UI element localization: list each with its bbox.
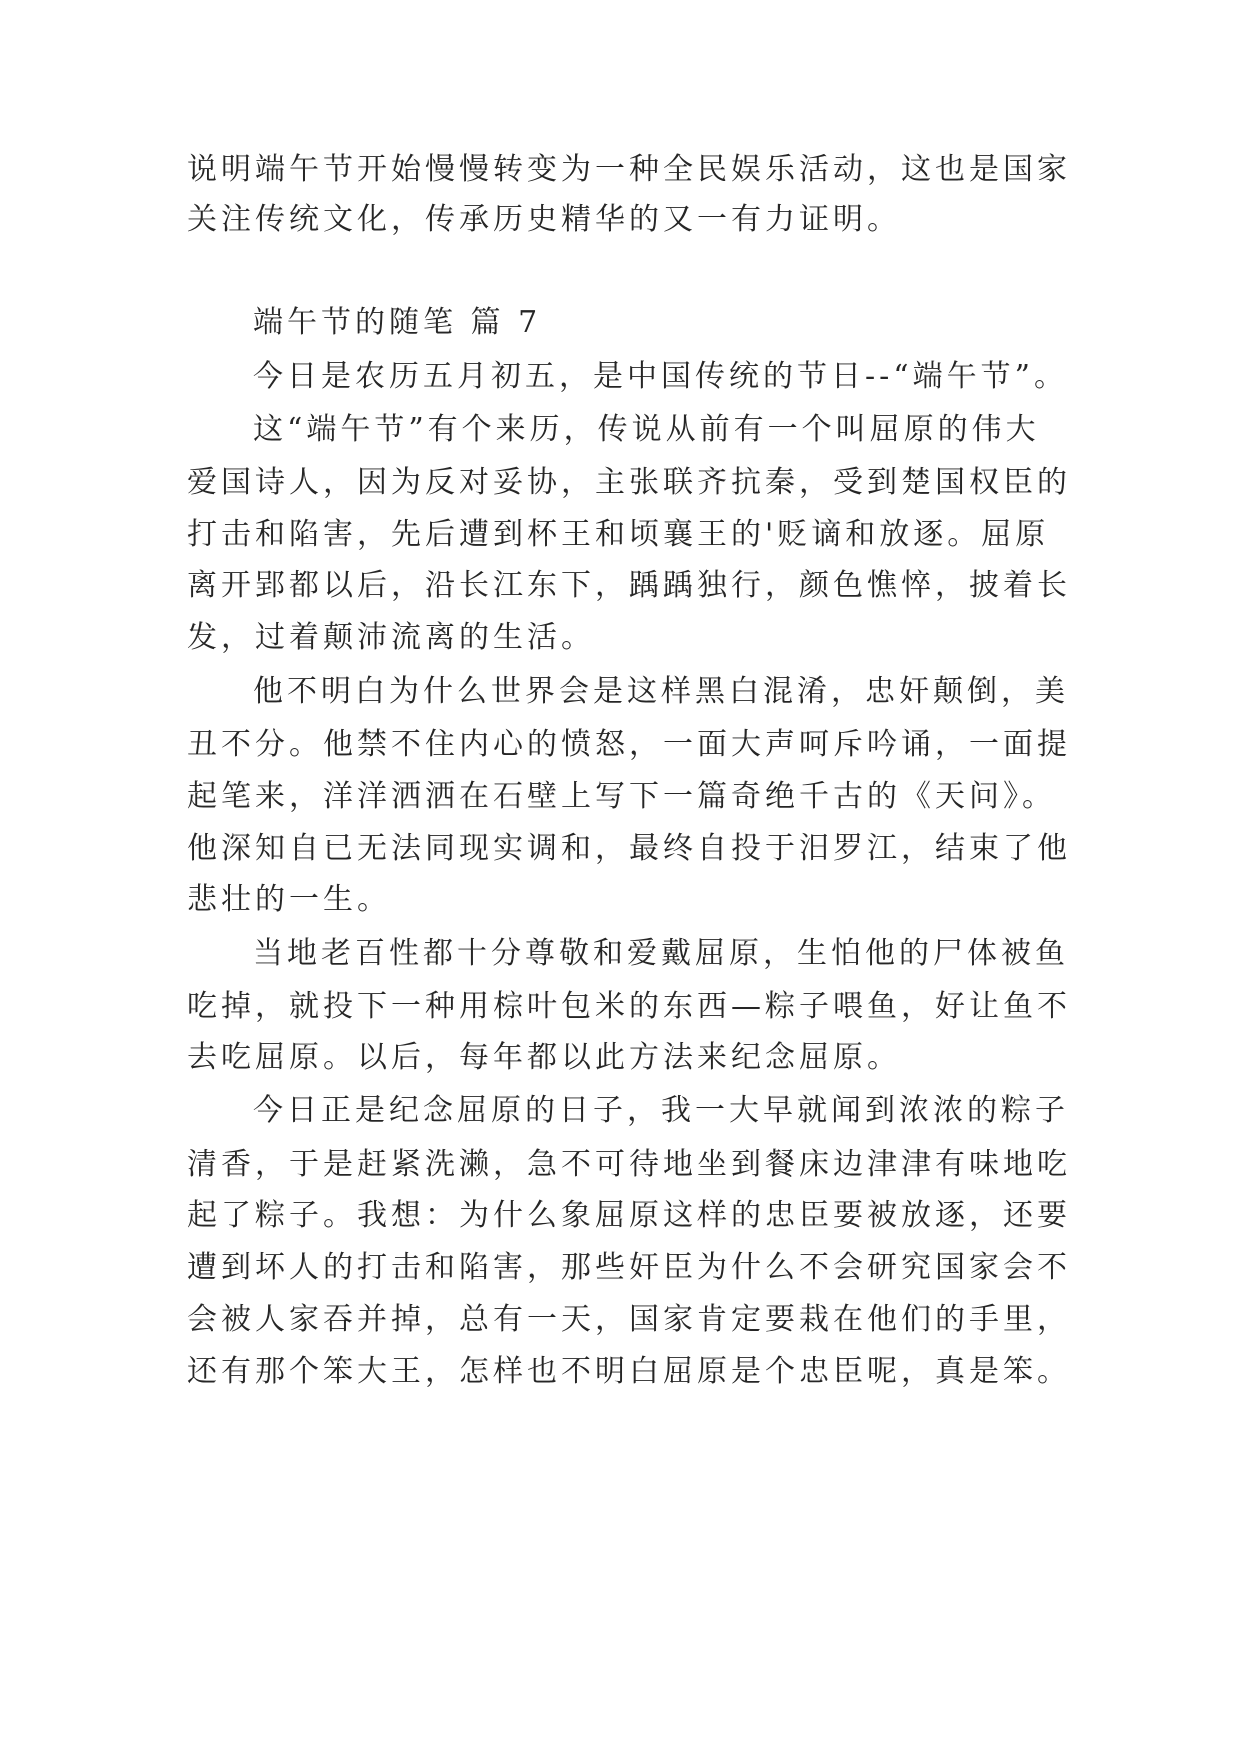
text-line: 今日正是纪念屈原的日子，我一大早就闻到浓浓的粽子	[253, 1093, 1069, 1128]
text-line: 吃掉，就投下一种用棕叶包米的东西—粽子喂鱼，好让鱼不	[187, 989, 1071, 1024]
text-line: 起笔来，洋洋洒洒在石壁上写下一篇奇绝千古的《天问》。	[187, 779, 1056, 814]
text-line: 说明端午节开始慢慢转变为一种全民娱乐活动，这也是国家	[187, 152, 1071, 187]
text-line: 发，过着颠沛流离的生活。	[187, 620, 595, 655]
text-line: 还有那个笨大王，怎样也不明白屈原是个忠臣呢，真是笨。	[187, 1354, 1071, 1389]
text-line: 离开郢都以后，沿长江东下，踽踽独行，颜色憔悴，披着长	[187, 568, 1071, 603]
text-line: 打击和陷害，先后遭到杯王和顷襄王的'贬谪和放逐。屈原	[187, 517, 1050, 552]
text-line: 他不明白为什么世界会是这样黑白混淆，忠奸颠倒，美	[253, 674, 1069, 709]
text-line: 去吃屈原。以后，每年都以此方法来纪念屈原。	[187, 1040, 901, 1075]
text-line: 爱国诗人，因为反对妥协，主张联齐抗秦，受到楚国权臣的	[187, 465, 1071, 500]
text-line: 丑不分。他禁不住内心的愤怒，一面大声呵斥吟诵，一面提	[187, 727, 1071, 762]
section-heading: 端午节的随笔 篇 7	[253, 305, 542, 340]
text-line: 今日是农历五月初五，是中国传统的节日--“端午节”。	[253, 359, 1068, 394]
text-line: 他深知自已无法同现实调和，最终自投于汨罗江，结束了他	[187, 831, 1071, 866]
text-line: 关注传统文化，传承历史精华的又一有力证明。	[187, 202, 901, 237]
text-line: 这“端午节”有个来历，传说从前有一个叫屈原的伟大	[253, 412, 1040, 447]
text-line: 当地老百性都十分尊敬和爱戴屈原，生怕他的尸体被鱼	[253, 936, 1069, 971]
text-line: 遭到坏人的打击和陷害，那些奸臣为什么不会研究国家会不	[187, 1250, 1071, 1285]
text-line: 悲壮的一生。	[187, 882, 391, 917]
text-line: 起了粽子。我想：为什么象屈原这样的忠臣要被放逐，还要	[187, 1198, 1071, 1233]
text-line: 会被人家吞并掉，总有一天，国家肯定要栽在他们的手里，	[187, 1302, 1071, 1337]
text-line: 清香，于是赶紧洗濑，急不可待地坐到餐床边津津有味地吃	[187, 1147, 1071, 1182]
